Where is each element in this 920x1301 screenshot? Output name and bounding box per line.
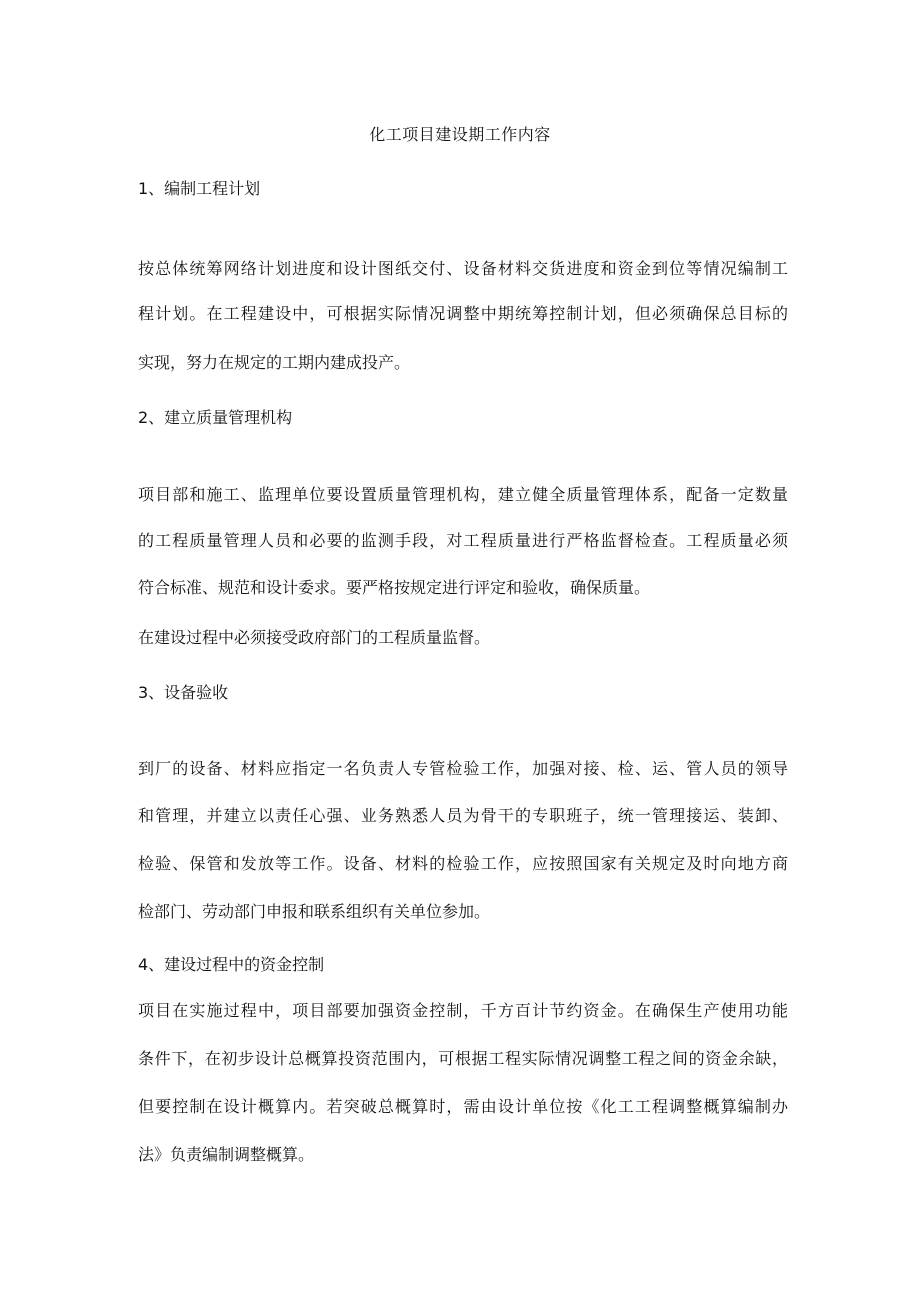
section-2-line-4: 在建设过程中必须接受政府部门的工程质量监督。 [138, 628, 491, 647]
section-4-line-1: 项目在实施过程中，项目部要加强资金控制，千方百计节约资金。在确保生产使用功能 [138, 1001, 788, 1020]
section-4-line-2: 条件下，在初步设计总概算投资范围内，可根据工程实际情况调整工程之间的资金余缺， [138, 1049, 788, 1068]
document-title: 化工项目建设期工作内容 [369, 125, 551, 144]
section-1-line-3: 实现，努力在规定的工期内建成投产。 [138, 353, 411, 372]
section-1-line-1: 按总体统筹网络计划进度和设计图纸交付、设备材料交货进度和资金到位等情况编制工 [138, 259, 788, 278]
section-1-heading: 1、编制工程计划 [138, 179, 261, 198]
section-1-line-2: 程计划。在工程建设中，可根据实际情况调整中期统筹控制计划，但必须确保总目标的 [138, 304, 788, 323]
section-3-heading: 3、设备验收 [138, 683, 229, 702]
section-2-line-3: 符合标准、规范和设计委求。要严格按规定进行评定和验收，确保质量。 [138, 578, 651, 597]
section-3-line-4: 检部门、劳动部门申报和联系组织有关单位参加。 [138, 902, 491, 921]
section-4-line-3: 但要控制在设计概算内。若突破总概算时，需由设计单位按《化工工程调整概算编制办 [138, 1097, 788, 1116]
section-2-heading: 2、建立质量管理机构 [138, 408, 293, 427]
section-3-line-3: 检验、保管和发放等工作。设备、材料的检验工作，应按照国家有关规定及时向地方商 [138, 854, 788, 873]
section-2-line-1: 项目部和施工、监理单位要设置质量管理机构，建立健全质量管理体系，配备一定数量 [138, 485, 788, 504]
section-3-line-2: 和管理，并建立以责任心强、业务熟悉人员为骨干的专职班子，统一管理接运、装卸、 [138, 806, 788, 825]
section-3-line-1: 到厂的设备、材料应指定一名负责人专管检验工作，加强对接、检、运、管人员的领导 [138, 759, 788, 778]
section-2-line-2: 的工程质量管理人员和必要的监测手段，对工程质量进行严格监督检查。工程质量必须 [138, 531, 788, 550]
section-4-line-4: 法》负责编制调整概算。 [138, 1145, 315, 1164]
section-4-heading: 4、建设过程中的资金控制 [138, 955, 325, 974]
